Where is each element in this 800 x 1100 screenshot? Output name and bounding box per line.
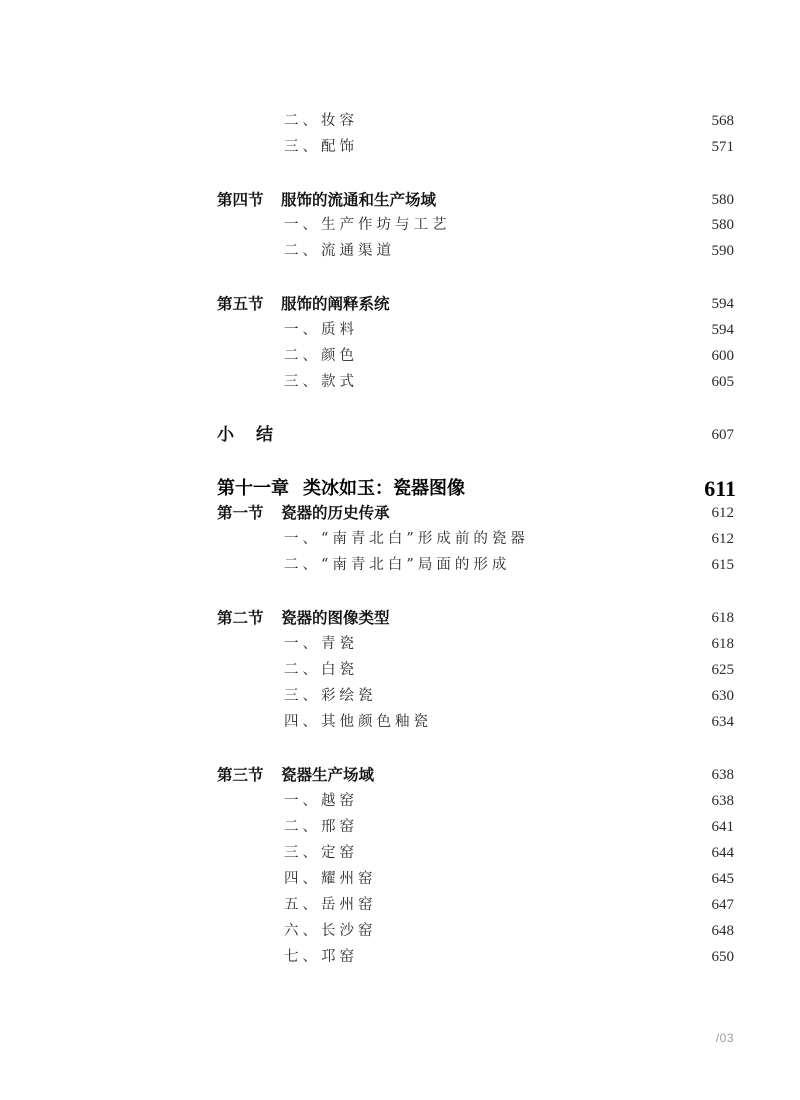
- toc-section[interactable]: [0, 291, 800, 317]
- toc-item[interactable]: [0, 238, 800, 264]
- toc-page-number: 648: [711, 923, 734, 939]
- toc-page-number: 580: [711, 217, 734, 233]
- toc-chapter-page-number: 611: [704, 476, 736, 501]
- toc-section-title: 瓷器的图像类型: [281, 608, 390, 627]
- toc-section[interactable]: [0, 605, 800, 631]
- toc-item-label: 一、越窑: [284, 793, 358, 809]
- toc-item[interactable]: [0, 892, 800, 918]
- toc-item[interactable]: [0, 108, 800, 134]
- toc-page-number: 644: [711, 845, 734, 861]
- toc-page-number: 594: [711, 296, 734, 312]
- toc-item-label: 二、邢窑: [284, 819, 358, 835]
- toc-item[interactable]: [0, 814, 800, 840]
- toc-page-number: 638: [711, 767, 734, 783]
- toc-page-number: 641: [711, 819, 734, 835]
- toc-item-label: 二、妆容: [284, 113, 358, 129]
- toc-item-label: 二、白瓷: [284, 662, 358, 678]
- toc-item-label: 一、生产作坊与工艺: [284, 217, 451, 233]
- toc-page-number: 647: [711, 897, 734, 913]
- toc-item-label: 三、款式: [284, 374, 358, 390]
- toc-section-heading: [217, 762, 374, 788]
- toc-chapter-title: 类冰如玉：瓷器图像: [303, 478, 465, 499]
- toc-section-number: 第一节: [217, 503, 264, 522]
- toc-section-number: 第五节: [217, 294, 264, 313]
- toc-page-number: 571: [711, 139, 734, 155]
- toc-page-number: 650: [711, 949, 734, 965]
- toc-page-number: 634: [711, 714, 734, 730]
- toc-item-label: 三、配饰: [284, 139, 358, 155]
- toc-item-label: 六、长沙窑: [284, 923, 377, 939]
- toc-page-number: 594: [711, 322, 734, 338]
- toc-section[interactable]: [0, 762, 800, 788]
- toc-section[interactable]: [0, 500, 800, 526]
- toc-section-number: 第三节: [217, 765, 264, 784]
- toc-summary[interactable]: [0, 422, 800, 448]
- toc-item[interactable]: [0, 317, 800, 343]
- toc-section-heading: [217, 291, 390, 317]
- toc-item-label: 一、青瓷: [284, 636, 358, 652]
- toc-item[interactable]: [0, 552, 800, 578]
- toc-page-number: 618: [711, 636, 734, 652]
- toc-page-number: 580: [711, 192, 734, 208]
- toc-page-number: 607: [711, 427, 734, 443]
- toc-item[interactable]: [0, 526, 800, 552]
- toc-item-label: 二、颜色: [284, 348, 358, 364]
- toc-section-title: 瓷器的历史传承: [281, 503, 390, 522]
- toc-item[interactable]: [0, 709, 800, 735]
- toc-item-label: 七、邛窑: [284, 949, 358, 965]
- page-folio: /03: [715, 1031, 734, 1045]
- toc-section-title: 瓷器生产场域: [281, 765, 375, 784]
- toc-item[interactable]: [0, 631, 800, 657]
- toc-page-number: 590: [711, 243, 734, 259]
- toc-section-title: 服饰的流通和生产场域: [281, 190, 437, 209]
- toc-page-number: 638: [711, 793, 734, 809]
- toc-page-number: 645: [711, 871, 734, 887]
- toc-summary-label: 小结: [217, 425, 295, 445]
- toc-item[interactable]: [0, 840, 800, 866]
- toc-section-number: 第二节: [217, 608, 264, 627]
- toc-page-number: 618: [711, 610, 734, 626]
- toc-item-label: 五、岳州窑: [284, 897, 377, 913]
- toc-item[interactable]: [0, 944, 800, 970]
- toc-page-number: 630: [711, 688, 734, 704]
- toc-item-label: 四、耀州窑: [284, 871, 377, 887]
- toc-item[interactable]: [0, 918, 800, 944]
- toc-section-heading: [217, 500, 390, 526]
- toc-item-label: 四、其他颜色釉瓷: [284, 714, 432, 730]
- toc-section-heading: [217, 187, 436, 213]
- toc-page-number: 605: [711, 374, 734, 390]
- toc-item-label: 一、“南青北白”形成前的瓷器: [284, 531, 529, 547]
- toc-item[interactable]: [0, 866, 800, 892]
- toc-item-label: 一、质料: [284, 322, 358, 338]
- toc-chapter[interactable]: [0, 476, 800, 502]
- toc-item[interactable]: [0, 343, 800, 369]
- toc-item[interactable]: [0, 657, 800, 683]
- toc-page-number: 612: [711, 531, 734, 547]
- toc-item[interactable]: [0, 788, 800, 814]
- toc-item[interactable]: [0, 369, 800, 395]
- toc-chapter-number: 第十一章: [217, 478, 289, 499]
- toc-section-number: 第四节: [217, 190, 264, 209]
- toc-chapter-heading: [217, 476, 465, 502]
- toc-page-number: 612: [711, 505, 734, 521]
- toc-page-number: 568: [711, 113, 734, 129]
- toc-item-label: 二、“南青北白”局面的形成: [284, 557, 511, 573]
- toc-page-number: 625: [711, 662, 734, 678]
- toc-page-number: 600: [711, 348, 734, 364]
- toc-item[interactable]: [0, 683, 800, 709]
- toc-section[interactable]: [0, 187, 800, 213]
- toc-page-number: 615: [711, 557, 734, 573]
- toc-item-label: 二、流通渠道: [284, 243, 395, 259]
- toc-item-label: 三、彩绘瓷: [284, 688, 377, 704]
- toc-item[interactable]: [0, 212, 800, 238]
- toc-item[interactable]: [0, 134, 800, 160]
- toc-section-title: 服饰的阐释系统: [281, 294, 390, 313]
- toc-item-label: 三、定窑: [284, 845, 358, 861]
- toc-section-heading: [217, 605, 390, 631]
